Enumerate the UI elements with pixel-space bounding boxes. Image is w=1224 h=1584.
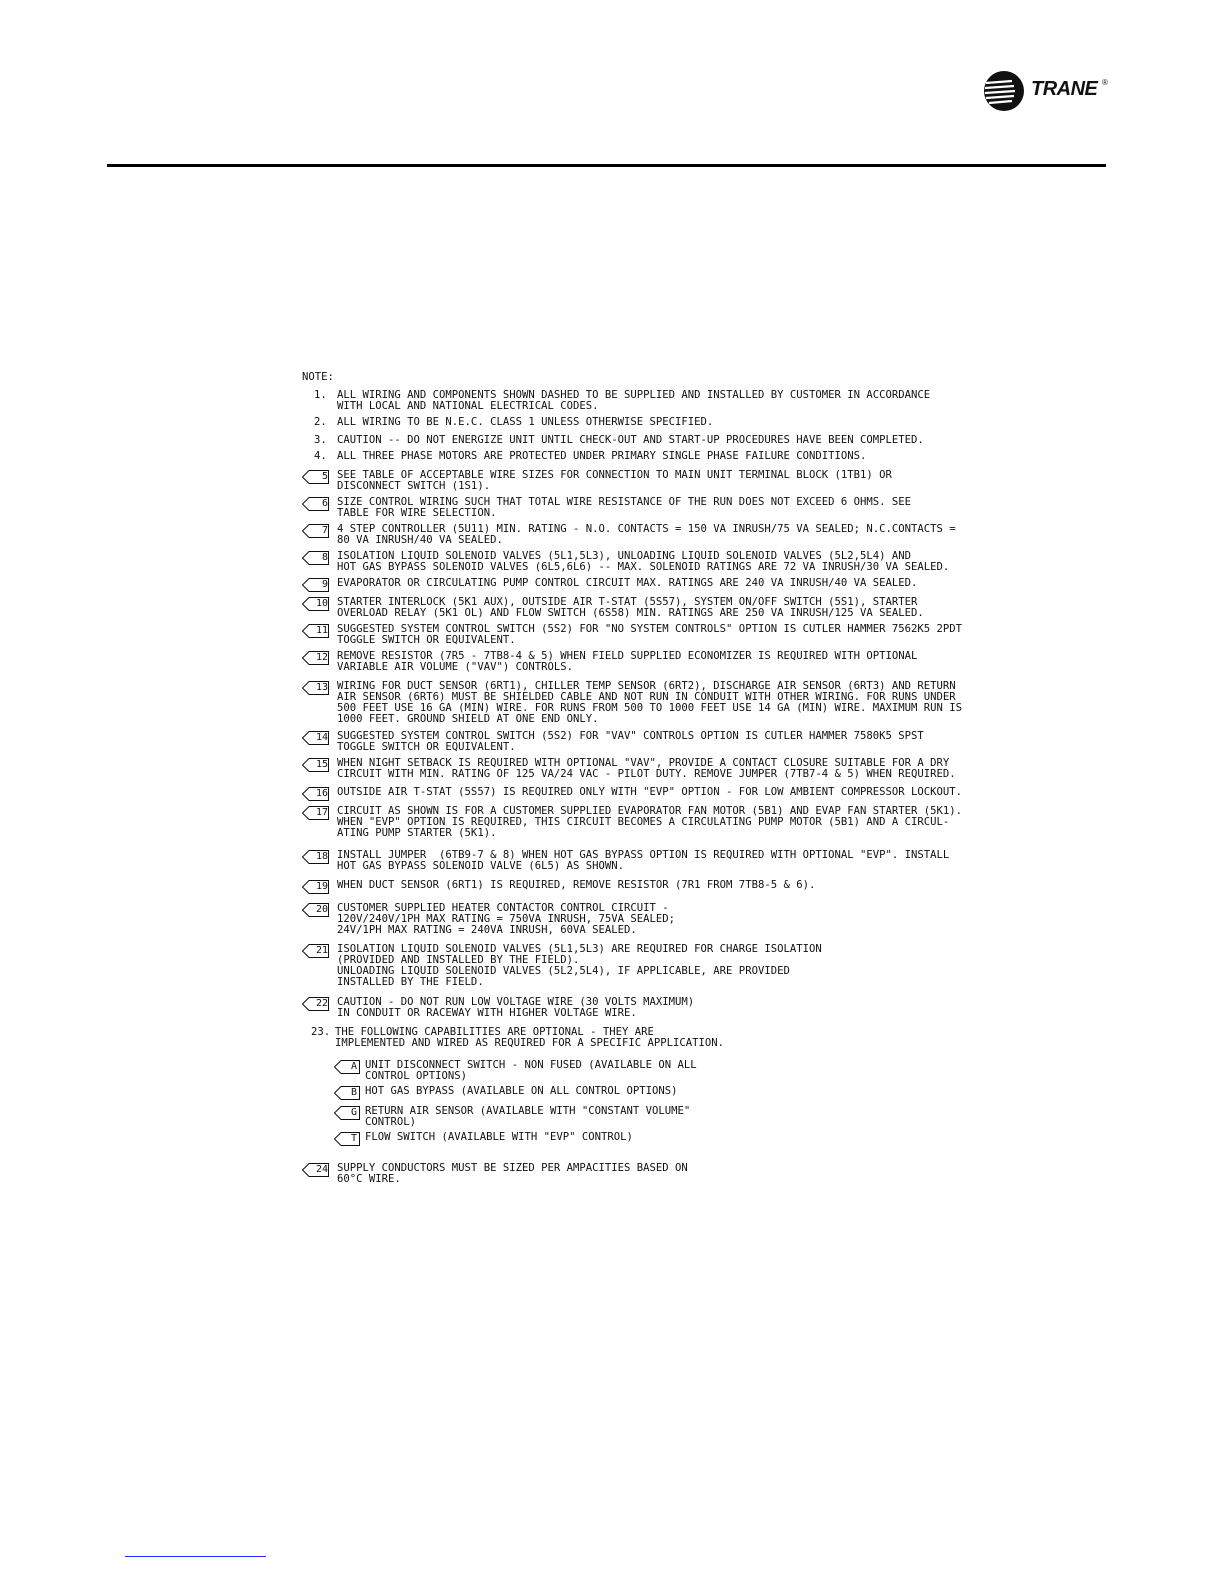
note-flag xyxy=(302,806,330,820)
note-line: ISOLATION LIQUID SOLENOID VALVES (5L1,5L3) ARE REQUIRED FOR CHARGE ISOLATION xyxy=(337,943,822,955)
note-line: SUPPLY CONDUCTORS MUST BE SIZED PER AMPACITIES BASED ON xyxy=(337,1162,688,1174)
option-text xyxy=(365,1106,1065,1128)
note-flag xyxy=(302,787,330,801)
header-rule xyxy=(107,164,1106,167)
option-line: CONTROL OPTIONS) xyxy=(365,1070,468,1082)
note-line: WITH LOCAL AND NATIONAL ELECTRICAL CODES. xyxy=(337,400,599,412)
option-line: FLOW SWITCH (AVAILABLE WITH "EVP" CONTROL) xyxy=(365,1131,633,1143)
note-line: OUTSIDE AIR T-STAT (5S57) IS REQUIRED ONLY WITH "EVP" OPTION - FOR LOW AMBIENT COMPRESSOR LOCKOUT. xyxy=(337,786,963,798)
note-flag xyxy=(302,624,330,638)
note-line: WHEN DUCT SENSOR (6RT1) IS REQUIRED, REMOVE RESISTOR (7R1 FROM 7TB8-5 & 6). xyxy=(337,879,816,891)
note-number: 8 xyxy=(321,552,328,563)
note-line: WIRING FOR DUCT SENSOR (6RT1), CHILLER TEMP SENSOR (6RT2), DISCHARGE AIR SENSOR (6RT3) AND RETURN xyxy=(337,680,956,692)
note-number: 13 xyxy=(315,682,328,693)
note-line: CIRCUIT WITH MIN. RATING OF 125 VA/24 VAC - PILOT DUTY. REMOVE JUMPER (7TB7-4 & 5) WHEN REQUIRED. xyxy=(337,768,956,780)
note-line: REMOVE RESISTOR (7R5 - 7TB8-4 & 5) WHEN FIELD SUPPLIED ECONOMIZER IS REQUIRED WITH OPTIONAL xyxy=(337,650,918,662)
note-flag xyxy=(302,903,330,917)
note-line: CIRCUIT AS SHOWN IS FOR A CUSTOMER SUPPLIED EVAPORATOR FAN MOTOR (5B1) AND EVAP FAN STARTER (5K1). xyxy=(337,805,963,817)
note-text xyxy=(337,390,1097,412)
note-text xyxy=(335,1027,1095,1049)
option-line: HOT GAS BYPASS (AVAILABLE ON ALL CONTROL OPTIONS) xyxy=(365,1085,678,1097)
trane-globe-icon xyxy=(982,70,1026,112)
note-text xyxy=(337,624,1097,646)
note-flag xyxy=(302,758,330,772)
note-number: 11 xyxy=(315,625,328,636)
note-text xyxy=(337,903,1097,936)
note-line: 120V/240V/1PH MAX RATING = 750VA INRUSH, 75VA SEALED; xyxy=(337,913,676,925)
note-flag xyxy=(302,731,330,745)
note-flag xyxy=(302,1163,330,1177)
note-number: 19 xyxy=(315,881,328,892)
note-number: 23. xyxy=(311,1026,331,1038)
note-line: TOGGLE SWITCH OR EQUIVALENT. xyxy=(337,634,516,646)
note-text xyxy=(337,806,1097,839)
note-number: 6 xyxy=(321,498,328,509)
note-text xyxy=(337,417,1097,428)
note-line: 1000 FEET. GROUND SHIELD AT ONE END ONLY. xyxy=(337,713,599,725)
note-number: 20 xyxy=(315,904,328,915)
note-text xyxy=(337,850,1097,872)
note-line: STARTER INTERLOCK (5K1 AUX), OUTSIDE AIR T-STAT (5S57), SYSTEM ON/OFF SWITCH (5S1), STARTER xyxy=(337,596,918,608)
note-line: EVAPORATOR OR CIRCULATING PUMP CONTROL CIRCUIT MAX. RATINGS ARE 240 VA INRUSH/40 VA SEALED. xyxy=(337,577,918,589)
note-line: ATING PUMP STARTER (5K1). xyxy=(337,827,497,839)
note-line: WHEN "EVP" OPTION IS REQUIRED, THIS CIRCUIT BECOMES A CIRCULATING PUMP MOTOR (5B1) AND A CIRCUL- xyxy=(337,816,950,828)
note-line: CAUTION - DO NOT RUN LOW VOLTAGE WIRE (30 VOLTS MAXIMUM) xyxy=(337,996,695,1008)
note-line: INSTALLED BY THE FIELD. xyxy=(337,976,484,988)
note-line: CUSTOMER SUPPLIED HEATER CONTACTOR CONTROL CIRCUIT - xyxy=(337,902,669,914)
note-number: 3. xyxy=(314,434,327,446)
option-flag xyxy=(334,1132,360,1146)
note-number: 21 xyxy=(315,945,328,956)
option-text xyxy=(365,1086,1065,1097)
note-flag xyxy=(302,524,330,538)
note-flag xyxy=(302,470,330,484)
note-line: SUGGESTED SYSTEM CONTROL SWITCH (5S2) FOR "NO SYSTEM CONTROLS" OPTION IS CUTLER HAMMER 7562K5 2PDT xyxy=(337,623,963,635)
note-line: CAUTION -- DO NOT ENERGIZE UNIT UNTIL CHECK-OUT AND START-UP PROCEDURES HAVE BEEN COMPLETED. xyxy=(337,434,924,446)
note-flag xyxy=(302,497,330,511)
option-line: RETURN AIR SENSOR (AVAILABLE WITH "CONSTANT VOLUME" xyxy=(365,1105,691,1117)
note-line: (PROVIDED AND INSTALLED BY THE FIELD). xyxy=(337,954,580,966)
note-number: 18 xyxy=(315,851,328,862)
note-text xyxy=(337,1163,1097,1185)
note-text xyxy=(337,524,1097,546)
note-number: 14 xyxy=(315,732,328,743)
note-number: 16 xyxy=(315,788,328,799)
note-line: IN CONDUIT OR RACEWAY WITH HIGHER VOLTAGE WIRE. xyxy=(337,1007,637,1019)
note-number: 10 xyxy=(315,598,328,609)
note-flag xyxy=(302,578,330,592)
note-text xyxy=(337,651,1097,673)
note-text xyxy=(337,435,1097,446)
note-line: ISOLATION LIQUID SOLENOID VALVES (5L1,5L3), UNLOADING LIQUID SOLENOID VALVES (5L2,5L4) AND xyxy=(337,550,912,562)
note-number: 4. xyxy=(314,450,327,462)
note-line: SUGGESTED SYSTEM CONTROL SWITCH (5S2) FOR "VAV" CONTROLS OPTION IS CUTLER HAMMER 7580K5 SPST xyxy=(337,730,924,742)
option-letter: B xyxy=(350,1087,357,1098)
note-text xyxy=(337,497,1097,519)
trane-logo xyxy=(982,70,1112,112)
note-text xyxy=(337,451,1097,462)
note-number: 1. xyxy=(314,389,327,401)
note-text xyxy=(337,997,1097,1019)
note-flag xyxy=(302,551,330,565)
note-flag xyxy=(302,997,330,1011)
option-line: UNIT DISCONNECT SWITCH - NON FUSED (AVAILABLE ON ALL xyxy=(365,1059,697,1071)
notes-title: NOTE: xyxy=(302,371,334,383)
note-flag xyxy=(302,651,330,665)
note-line: DISCONNECT SWITCH (1S1). xyxy=(337,480,491,492)
note-line: TOGGLE SWITCH OR EQUIVALENT. xyxy=(337,741,516,753)
option-letter: T xyxy=(350,1133,357,1144)
note-flag xyxy=(302,880,330,894)
note-text xyxy=(337,470,1097,492)
note-text xyxy=(337,880,1097,891)
note-line: HOT GAS BYPASS SOLENOID VALVES (6L5,6L6) -- MAX. SOLENOID RATINGS ARE 72 VA INRUSH/30 VA SEALED. xyxy=(337,561,950,573)
note-text xyxy=(337,944,1097,988)
option-letter: A xyxy=(350,1061,357,1072)
note-line: 24V/1PH MAX RATING = 240VA INRUSH, 60VA SEALED. xyxy=(337,924,637,936)
note-number: 12 xyxy=(315,652,328,663)
option-letter: G xyxy=(350,1107,357,1118)
option-flag xyxy=(334,1086,360,1100)
note-line: SIZE CONTROL WIRING SUCH THAT TOTAL WIRE RESISTANCE OF THE RUN DOES NOT EXCEED 6 OHMS. SEE xyxy=(337,496,912,508)
note-line: VARIABLE AIR VOLUME ("VAV") CONTROLS. xyxy=(337,661,573,673)
option-flag xyxy=(334,1106,360,1120)
note-line: 80 VA INRUSH/40 VA SEALED. xyxy=(337,534,503,546)
note-text xyxy=(337,597,1097,619)
note-line: SEE TABLE OF ACCEPTABLE WIRE SIZES FOR CONNECTION TO MAIN UNIT TERMINAL BLOCK (1TB1) OR xyxy=(337,469,892,481)
note-line: TABLE FOR WIRE SELECTION. xyxy=(337,507,497,519)
note-text xyxy=(337,787,1097,798)
note-line: 60°C WIRE. xyxy=(337,1173,401,1185)
note-flag xyxy=(302,681,330,695)
note-line: 500 FEET USE 16 GA (MIN) WIRE. FOR RUNS FROM 500 TO 1000 FEET USE 14 GA (MIN) WIRE. MAXIMUM RUN IS xyxy=(337,702,963,714)
note-text xyxy=(337,681,1097,725)
option-text xyxy=(365,1132,1065,1143)
note-number: 5 xyxy=(321,471,328,482)
note-number: 9 xyxy=(321,579,328,590)
note-line: ALL WIRING AND COMPONENTS SHOWN DASHED TO BE SUPPLIED AND INSTALLED BY CUSTOMER IN ACCORDANCE xyxy=(337,389,931,401)
note-text xyxy=(337,551,1097,573)
note-line: HOT GAS BYPASS SOLENOID VALVE (6L5) AS SHOWN. xyxy=(337,860,625,872)
registered-mark: ® xyxy=(1102,78,1108,87)
option-line: CONTROL) xyxy=(365,1116,417,1128)
note-line: UNLOADING LIQUID SOLENOID VALVES (5L2,5L4), IF APPLICABLE, ARE PROVIDED xyxy=(337,965,790,977)
note-number: 15 xyxy=(315,759,328,770)
note-flag xyxy=(302,850,330,864)
note-line: INSTALL JUMPER (6TB9-7 & 8) WHEN HOT GAS BYPASS OPTION IS REQUIRED WITH OPTIONAL "EVP". INSTALL xyxy=(337,849,950,861)
brand-wordmark: TRANE xyxy=(1031,78,1098,100)
note-number: 7 xyxy=(321,525,328,536)
note-number: 2. xyxy=(314,416,327,428)
note-line: AIR SENSOR (6RT6) MUST BE SHIELDED CABLE AND NOT RUN IN CONDUIT WITH OTHER WIRING. FOR RUNS UNDER xyxy=(337,691,956,703)
note-line: IMPLEMENTED AND WIRED AS REQUIRED FOR A SPECIFIC APPLICATION. xyxy=(335,1037,725,1049)
wiring-notes xyxy=(302,372,1102,1187)
note-line: ALL WIRING TO BE N.E.C. CLASS 1 UNLESS OTHERWISE SPECIFIED. xyxy=(337,416,714,428)
note-line: WHEN NIGHT SETBACK IS REQUIRED WITH OPTIONAL "VAV", PROVIDE A CONTACT CLOSURE SUITABLE FOR A DRY xyxy=(337,757,950,769)
note-text xyxy=(337,758,1097,780)
note-line: ALL THREE PHASE MOTORS ARE PROTECTED UNDER PRIMARY SINGLE PHASE FAILURE CONDITIONS. xyxy=(337,450,867,462)
note-flag xyxy=(302,597,330,611)
note-number: 24 xyxy=(315,1164,328,1175)
note-number: 22 xyxy=(315,998,328,1009)
note-line: OVERLOAD RELAY (5K1 OL) AND FLOW SWITCH (6S58) MIN. RATINGS ARE 250 VA INRUSH/125 VA SEALED. xyxy=(337,607,924,619)
note-text xyxy=(337,731,1097,753)
note-flag xyxy=(302,944,330,958)
note-line: THE FOLLOWING CAPABILITIES ARE OPTIONAL - THEY ARE xyxy=(335,1026,654,1038)
note-line: 4 STEP CONTROLLER (5U11) MIN. RATING - N.O. CONTACTS = 150 VA INRUSH/75 VA SEALED; N.C.CONTACTS = xyxy=(337,523,956,535)
option-text xyxy=(365,1060,1065,1082)
note-number: 17 xyxy=(315,807,328,818)
note-text xyxy=(337,578,1097,589)
option-flag xyxy=(334,1060,360,1074)
footer-link-rule xyxy=(125,1556,266,1557)
